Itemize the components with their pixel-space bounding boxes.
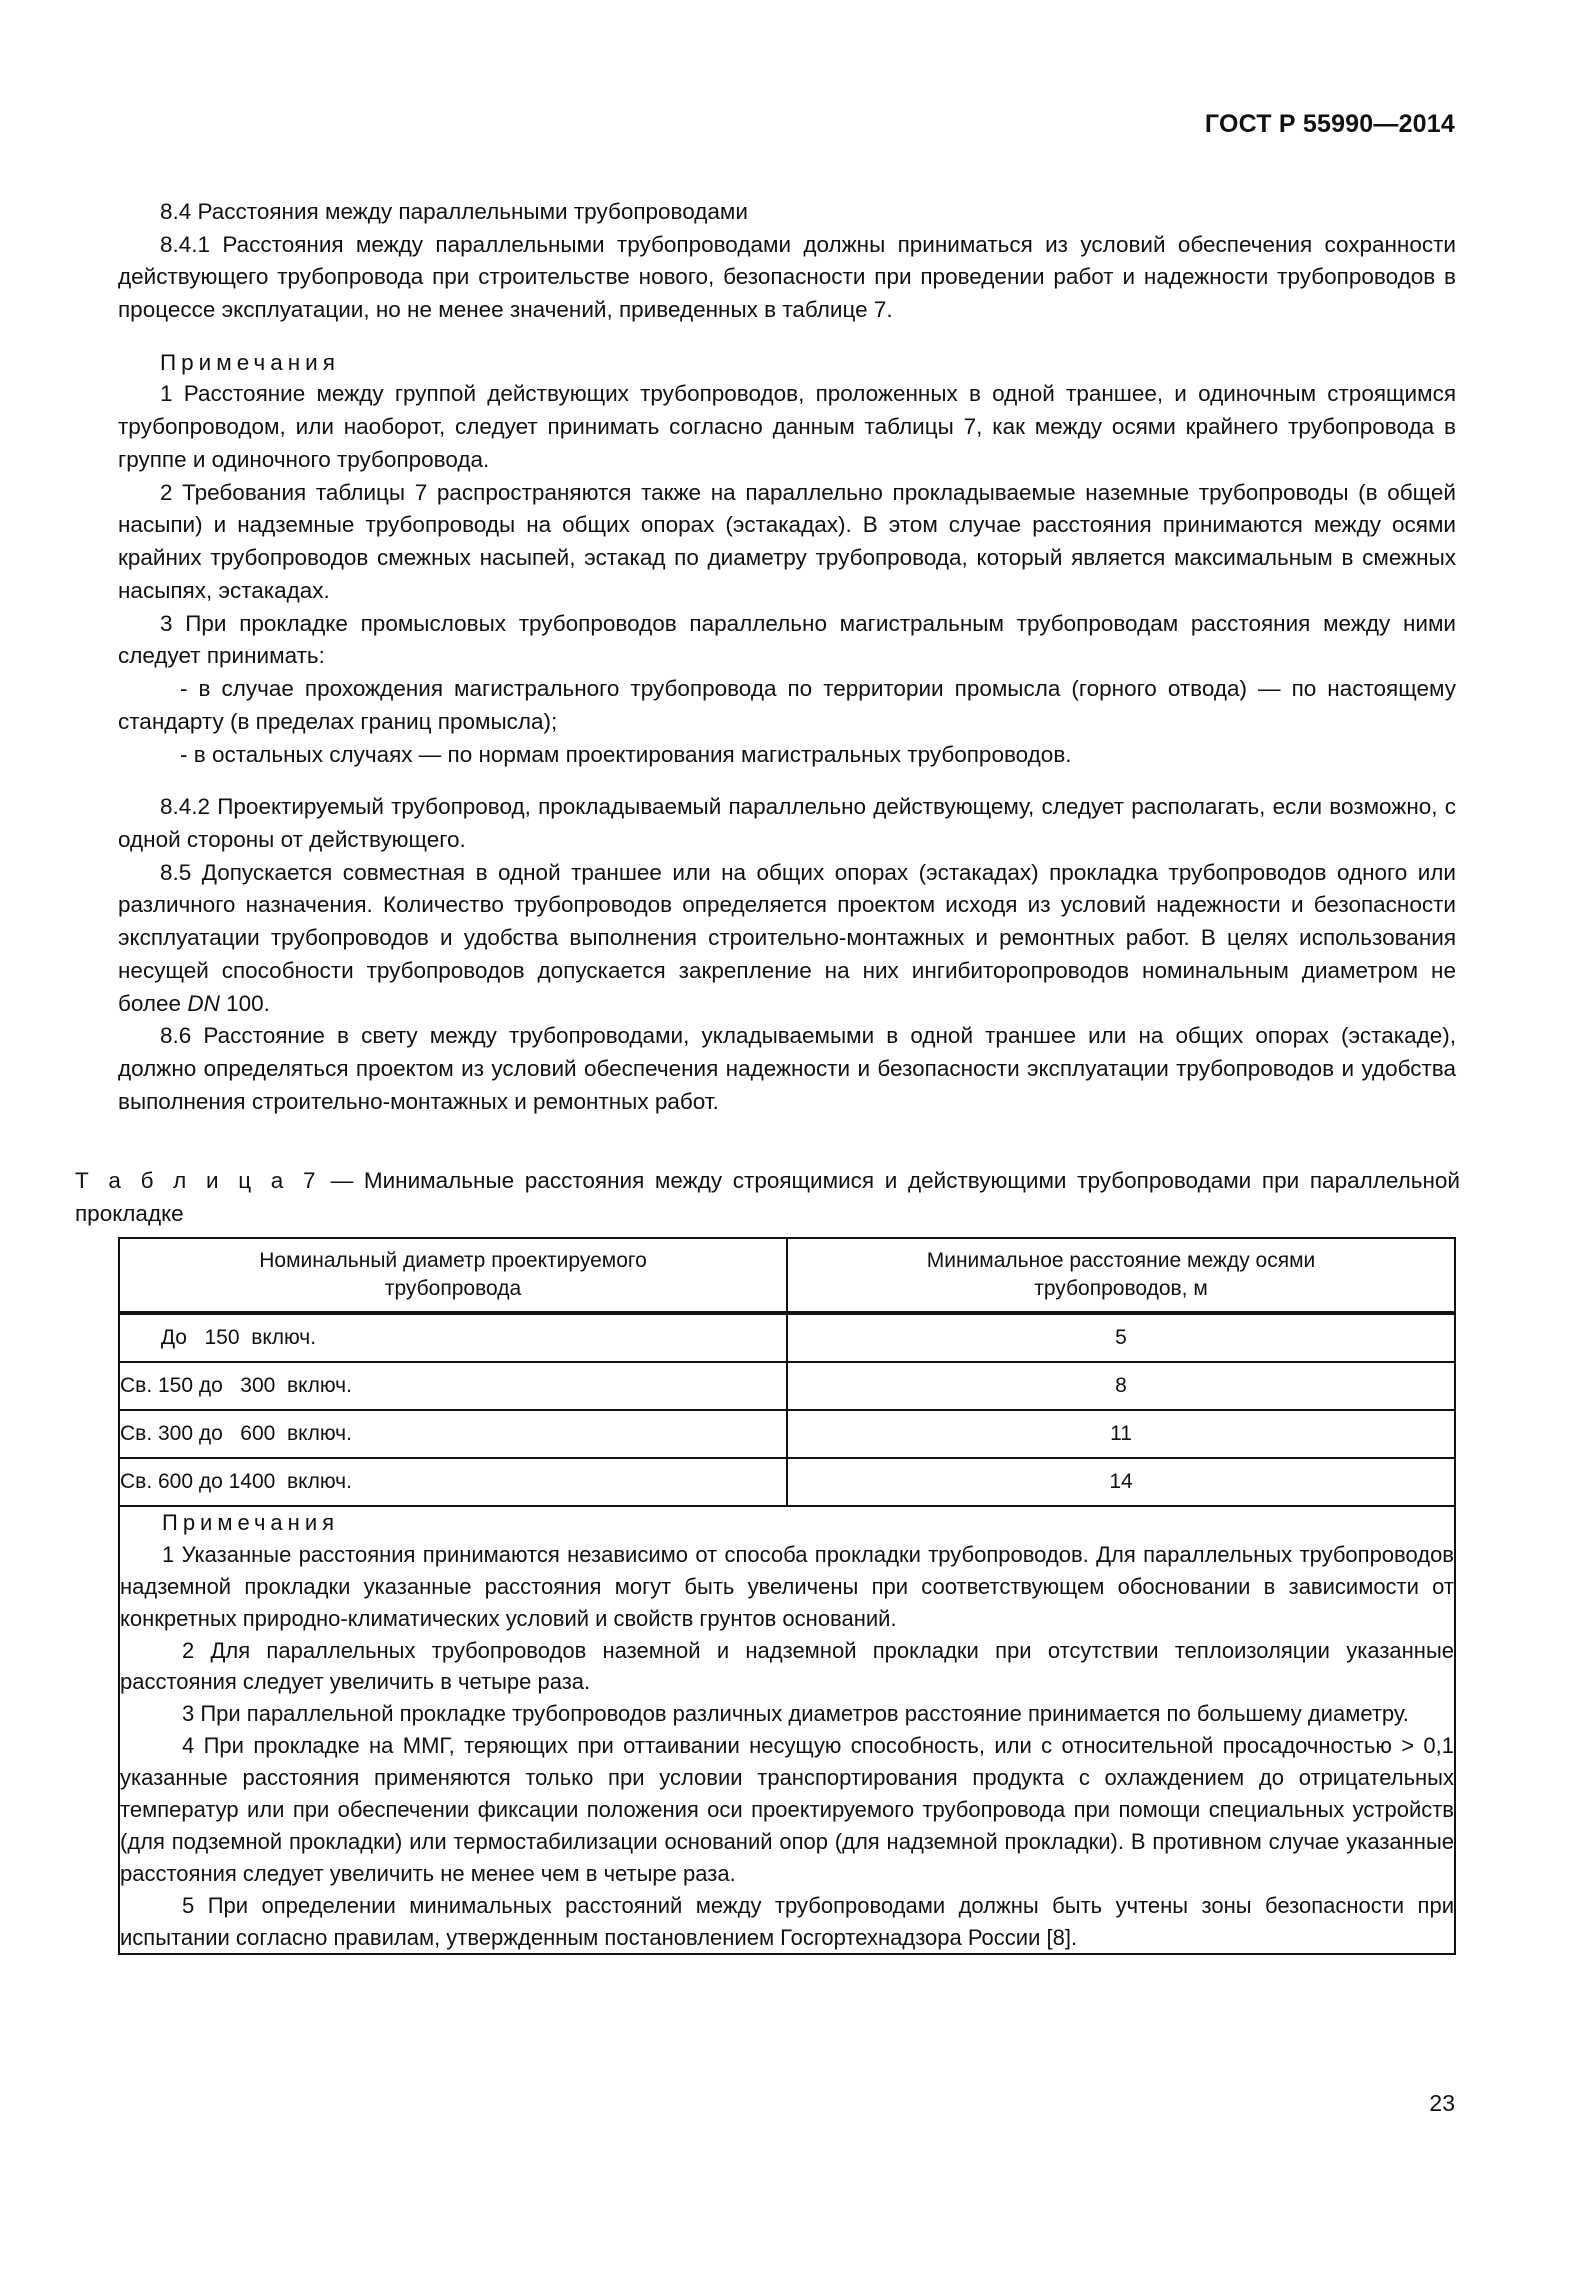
table-notes-heading: Примечания	[162, 1510, 340, 1535]
note-item-3-bullet-a: - в случае прохождения магистрального трубопровода по территории промысла (горного отвода) — по настоящему стандарту (в пределах границ промысла);	[118, 676, 1456, 734]
column-header-distance-line2: трубопроводов, м	[1034, 1277, 1208, 1300]
table-row	[119, 1458, 1455, 1506]
section-8-4-2-paragraph: 8.4.2 Проектируемый трубопровод, прокладываемый параллельно действующему, следует располагать, если возможно, с одной стороны от действующего.	[118, 794, 1456, 852]
table-header-row	[119, 1238, 1455, 1312]
section-8-4-title: 8.4 Расстояния между параллельными трубопроводами	[160, 199, 748, 224]
document-body	[118, 196, 1456, 1119]
note-item-2: 2 Требования таблицы 7 распространяются также на параллельно прокладываемые наземные трубопроводы (в общей насыпи) и надземные трубопроводы на общих опорах (эстакадах). В этом случае расстояния принимаются между осями крайних трубопроводов смежных насыпей, эстакад по диаметру трубопровода, который является максимальным в смежных насыпях, эстакадах.	[118, 479, 1456, 603]
cell-diameter: Св. 300 до 600 включ.	[119, 1410, 787, 1458]
cell-distance: 8	[787, 1362, 1455, 1410]
table-note-item-1: 1 Указанные расстояния принимаются независимо от способа прокладки трубопроводов. Для параллельных трубопроводов надземной прокладки указанные расстояния могут быть увеличены при соответствующем обосновании в зависимости от конкретных природно-климатических условий и свойств грунтов оснований.	[120, 1541, 1454, 1631]
section-8-5-paragraph	[118, 857, 1456, 1021]
document-standard-header: ГОСТ Р 55990—2014	[1204, 110, 1455, 138]
note-item-1: 1 Расстояние между группой действующих трубопроводов, проложенных в одной траншее, и одиночным строящимся трубопроводом, или наоборот, следует принимать согласно данным таблицы 7, как между осями крайнего трубопровода в группе и одиночного трубопровода.	[118, 381, 1456, 472]
column-header-diameter	[119, 1238, 787, 1312]
table-note-item-3: 3 При параллельной прокладке трубопроводов различных диаметров расстояние принимается по большему диаметру.	[182, 1701, 1409, 1727]
column-header-diameter-line1: Номинальный диаметр проектируемого	[259, 1248, 647, 1272]
note-item-3-bullet-b: - в остальных случаях — по нормам проектирования магистральных трубопроводов.	[180, 741, 1072, 767]
table-7-wrapper	[118, 1237, 1456, 1955]
cell-diameter: До 150 включ.	[119, 1314, 787, 1362]
table-caption-dash: —	[320, 1168, 364, 1193]
cell-distance: 14	[787, 1458, 1455, 1506]
spacer	[118, 771, 1456, 791]
column-header-diameter-line2: трубопровода	[384, 1277, 522, 1300]
section-8-5-text-part2: 100.	[219, 990, 270, 1016]
table-caption	[75, 1165, 1460, 1230]
table-7	[118, 1237, 1456, 1955]
notes-heading: Примечания	[160, 349, 340, 375]
table-notes-row	[119, 1506, 1455, 1954]
section-8-4-1-paragraph: 8.4.1 Расстояния между параллельными трубопроводами должны приниматься из условий обеспечения сохранности действующего трубопровода при строительстве нового, безопасности при проведении работ и надежности трубопроводов в процессе эксплуатации, но не менее значений, приведенных в таблице 7.	[118, 231, 1456, 323]
table-caption-text: Минимальные расстояния между строящимися и действующими трубопроводами при параллельной прокладке	[75, 1168, 1460, 1226]
table-row	[119, 1410, 1455, 1458]
note-item-3: 3 При прокладке промысловых трубопроводов параллельно магистральным трубопроводам расстояния между ними следует принимать:	[118, 610, 1456, 669]
cell-distance: 11	[787, 1410, 1455, 1458]
table-body	[119, 1314, 1455, 1954]
table-row	[119, 1314, 1455, 1362]
column-header-distance	[787, 1238, 1455, 1312]
table-note-item-4: 4 При прокладке на ММГ, теряющих при оттаивании несущую способность, или с относительной просадочностью > 0,1 указанные расстояния применяются только при условии транспортирования продукта с охлаждением до отрицательных температур или при обеспечении фиксации положения оси проектируемого трубопровода при помощи специальных устройств (для подземной прокладки) или термостабилизации оснований опор (для надземной прокладки). В противном случае указанные расстояния следует увеличить не менее чем в четыре раза.	[120, 1733, 1454, 1886]
table-caption-label: Т а б л и ц а 7	[75, 1168, 321, 1193]
table-note-item-2: 2 Для параллельных трубопроводов наземной и надземной прокладки при отсутствии теплоизоляции указанные расстояния следует увеличить в четыре раза.	[120, 1637, 1454, 1695]
cell-distance: 5	[787, 1314, 1455, 1362]
section-8-5-text-part1: 8.5 Допускается совместная в одной траншее или на общих опорах (эстакадах) прокладка трубопроводов одного или различного назначения. Количество трубопроводов определяется проектом исходя из условий надежности и безопасности эксплуатации трубопроводов и удобства выполнения строительно-монтажных и ремонтных работ. В целях использования несущей способности трубопроводов допускается закрепление на них ингибиторопроводов номинальным диаметром не более	[118, 859, 1456, 1016]
cell-diameter: Св. 600 до 1400 включ.	[119, 1458, 787, 1506]
dn-abbreviation: DN	[187, 990, 220, 1016]
table-row	[119, 1362, 1455, 1410]
column-header-distance-line1: Минимальное расстояние между осями	[926, 1248, 1316, 1272]
spacer	[118, 327, 1456, 347]
table-note-item-5: 5 При определении минимальных расстояний между трубопроводами должны быть учтены зоны безопасности при испытании согласно правилам, утвержденным постановлением Госгортехнадзора России [8].	[120, 1892, 1454, 1950]
cell-diameter: Св. 150 до 300 включ.	[119, 1362, 787, 1410]
section-8-6-paragraph: 8.6 Расстояние в свету между трубопроводами, укладываемыми в одной траншее или на общих опорах (эстакаде), должно определяться проектом из условий обеспечения надежности и безопасности эксплуатации трубопроводов и удобства выполнения строительно-монтажных и ремонтных работ.	[118, 1023, 1456, 1114]
table-notes	[119, 1506, 1455, 1954]
page-number: 23	[1429, 2090, 1455, 2116]
